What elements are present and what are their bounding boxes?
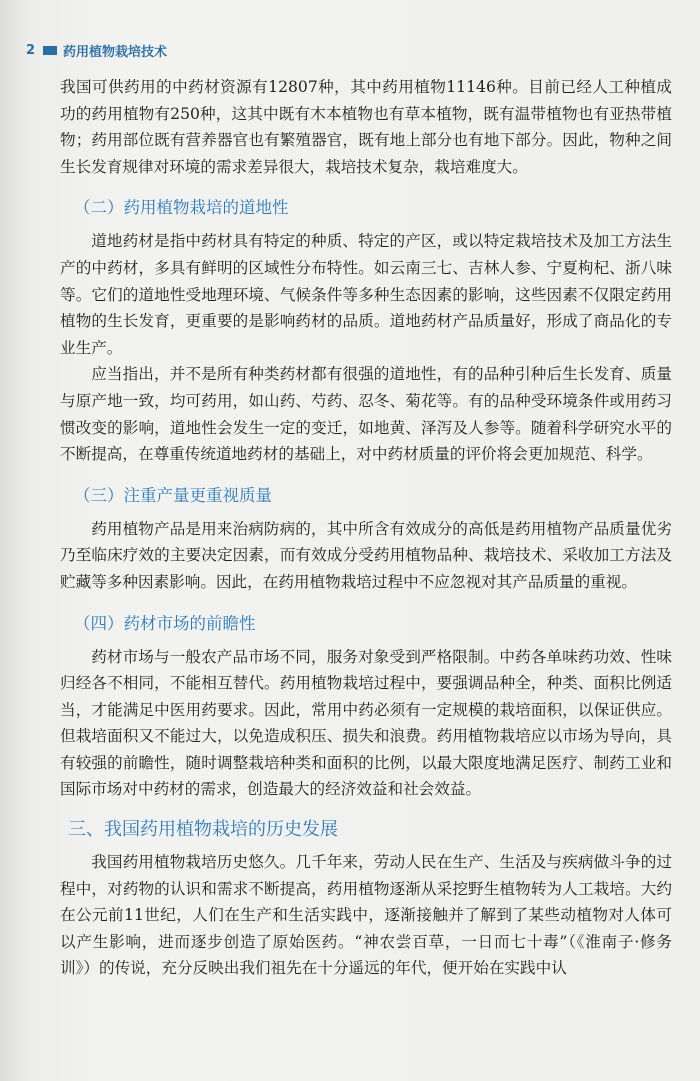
paragraph: 药材市场与一般农产品市场不同，服务对象受到严格限制。中药各单味药功效、性味归经各不相同，不能相互替代。药用植物栽培过程中，要强调品种全，种类、面积比例适当，才能满足中医用药要求。因此，常用中药必须有一定规模的栽培面积，以保证供应。但栽培面积又不能过大，以免造成积压、损失和浪费。药用植物栽培应以市场为导向，具有较强的前瞻性，随时调整栽培种类和面积的比例，以最大限度地满足医疗、制药工业和国际市场对中药材的需求，创造最大的经济效益和社会效益。: [60, 647, 672, 799]
paragraph: 我国药用植物栽培历史悠久。几千年来，劳动人民在生产、生活及与疾病做斗争的过程中，对药物的认识和需求不断提高，药用植物逐渐从采挖野生植物转为人工栽培。大约在公元前11世纪，人们在生产和生活实践中，逐渐接触并了解到了某些动植物对人体可以产生影响，进而逐步创造了原始医药。“神农尝百草，一日而七十毒”（《淮南子·修务训》）的传说，充分反映出我们祖先在十分遥远的年代，便开始在实践中认: [60, 853, 672, 978]
section-heading-3: （三）注重产量更重视质量: [74, 485, 272, 505]
page-body: [60, 74, 672, 982]
section-heading-2: （二）药用植物栽培的道地性: [74, 198, 289, 218]
section-heading-4: （四）药材市场的前瞻性: [74, 613, 256, 633]
paragraph: 应当指出，并不是所有种类药材都有很强的道地性，有的品种引种后生长发育、质量与原产地一致，均可药用，如山药、芍药、忍冬、菊花等。有的品种受环境条件或用药习惯改变的影响，道地性会发生一定的变迁，如地黄、泽泻及人参等。随着科学研究水平的不断提高，在尊重传统道地药材的基础上，对中药材质量的评价将会更加规范、科学。: [60, 365, 672, 464]
paragraph: 药用植物产品是用来治病防病的，其中所含有效成分的高低是药用植物产品质量优劣乃至临床疗效的主要决定因素，而有效成分受药用植物品种、栽培技术、采收加工方法及贮藏等多种因素影响。因此，在药用植物栽培过程中不应忽视对其产品质量的重视。: [60, 519, 672, 591]
header-bar-icon: [43, 46, 57, 55]
book-title: 药用植物栽培技术: [63, 44, 168, 60]
part-heading-3: 三、我国药用植物栽培的历史发展: [68, 819, 338, 841]
running-head: [26, 40, 167, 60]
intro-paragraph: 我国可供药用的中药材资源有12807种，其中药用植物11146种。目前已经人工种植成功的药用植物有250种，这其中既有木本植物也有草本植物，既有温带植物也有亚热带植物；药用部位既有营养器官也有繁殖器官，既有地上部分也有地下部分。因此，物种之间生长发育规律对环境的需求差异很大，栽培技术复杂，栽培难度大。: [60, 78, 672, 176]
paragraph: 道地药材是指中药材具有特定的种质、特定的产区，或以特定栽培技术及加工方法生产的中药材，多具有鲜明的区域性分布特性。如云南三七、吉林人参、宁夏枸杞、浙八味等。它们的道地性受地理环境、气候条件等多种生态因素的影响，这些因素不仅限定药用植物的生长发育，更重要的是影响药材的品质。道地药材产品质量好，形成了商品化的专业生产。: [60, 232, 672, 357]
page-number: 2: [26, 42, 36, 58]
